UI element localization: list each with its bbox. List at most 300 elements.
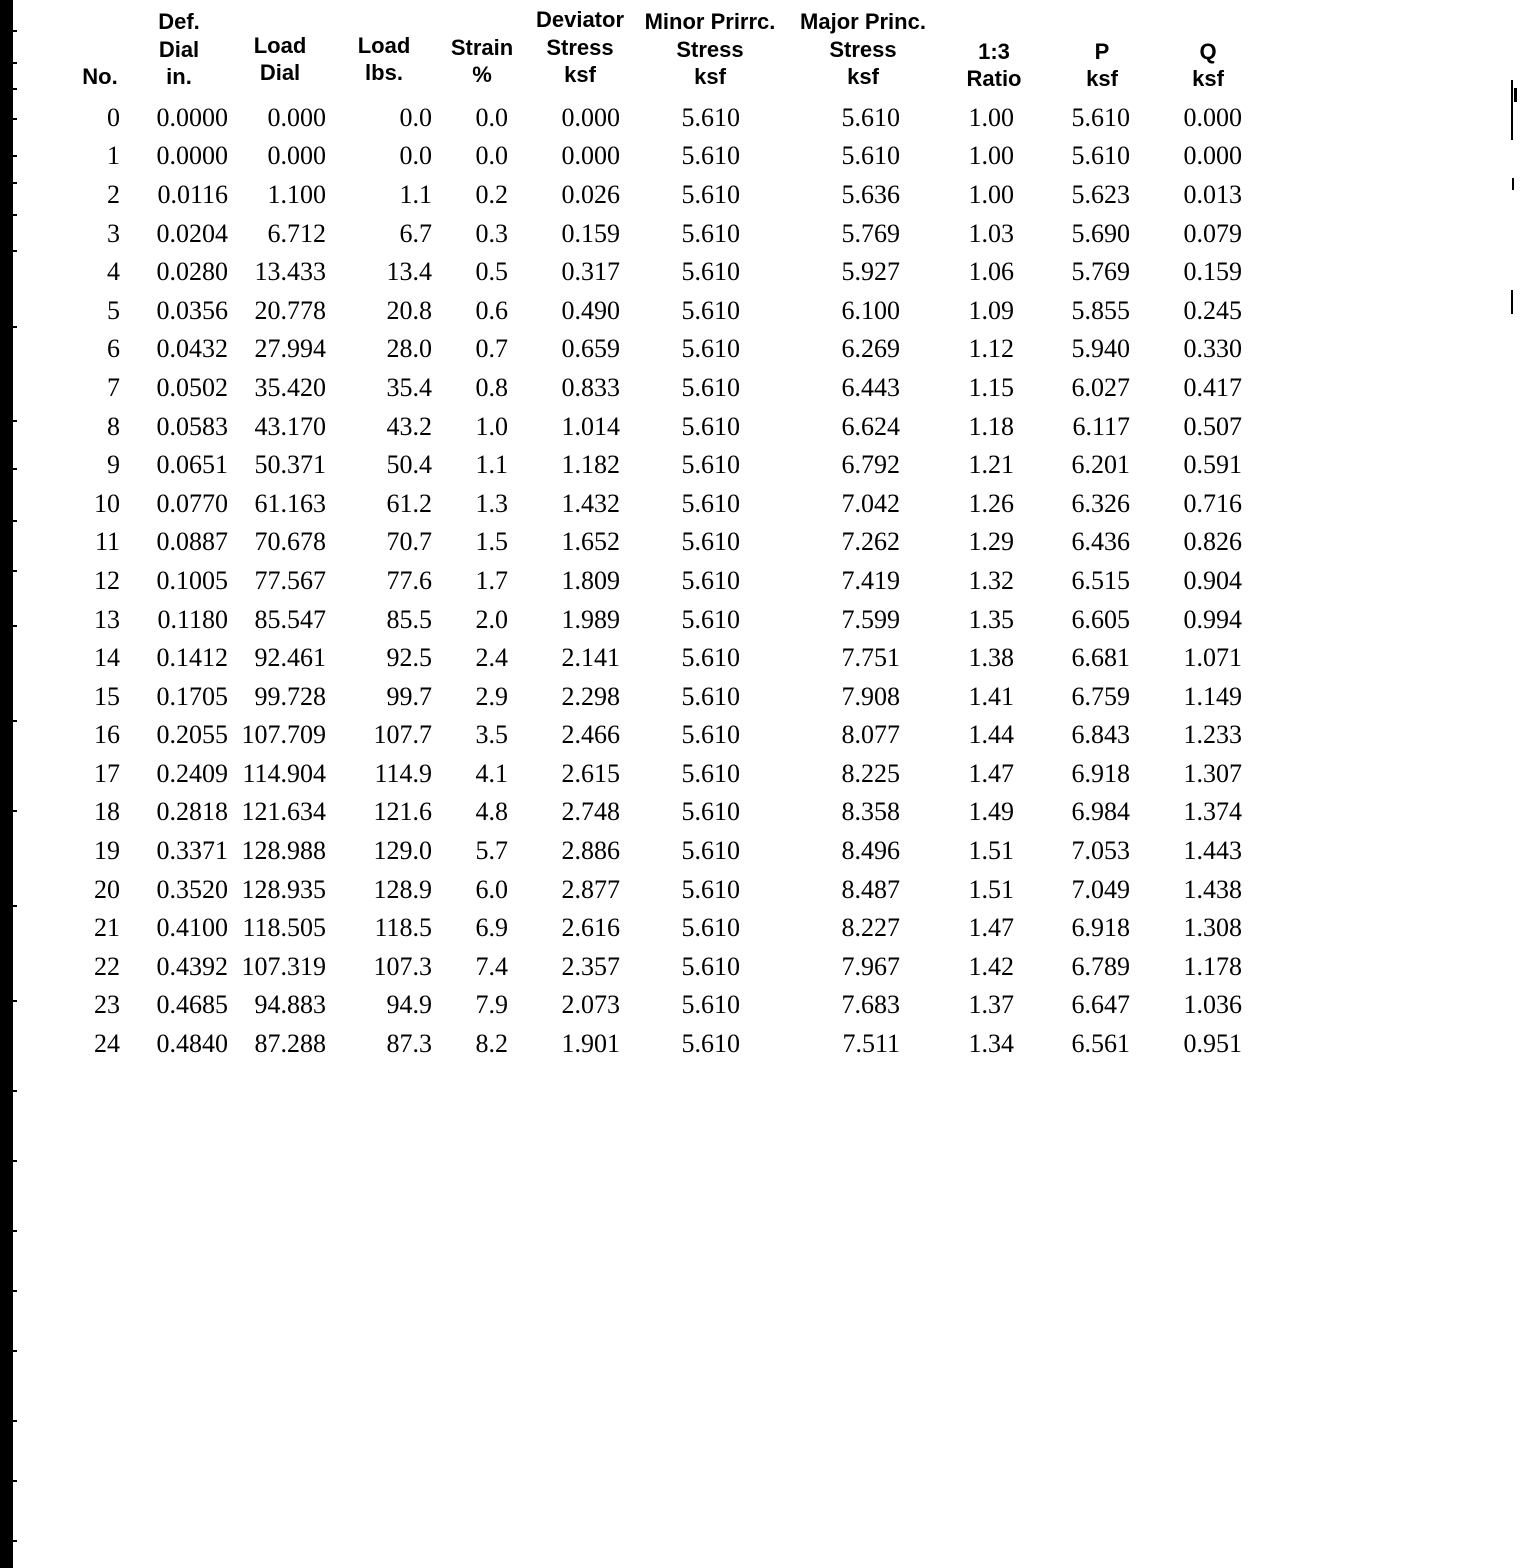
scan-edge-tick <box>13 1540 17 1542</box>
cell-no: 8 <box>107 411 120 441</box>
cell-min: 5.610 <box>681 913 740 943</box>
cell-str: 4.8 <box>475 797 508 827</box>
scan-edge-tick <box>13 1090 17 1092</box>
cell-ldial: 99.728 <box>254 681 326 711</box>
cell-str: 0.5 <box>475 257 508 287</box>
scan-edge-tick <box>13 570 17 572</box>
cell-maj: 8.227 <box>841 913 900 943</box>
scan-edge-tick <box>13 468 17 470</box>
cell-lbs: 99.7 <box>386 681 432 711</box>
cell-rat: 1.12 <box>968 334 1014 364</box>
table-row <box>70 755 1262 794</box>
cell-min: 5.610 <box>681 257 740 287</box>
cell-maj: 7.683 <box>841 990 900 1020</box>
cell-rat: 1.35 <box>968 604 1014 634</box>
cell-no: 18 <box>94 797 120 827</box>
cell-def: 0.0204 <box>156 218 228 248</box>
table-row <box>70 793 1262 832</box>
table-row <box>70 99 1262 138</box>
scan-edge-tick <box>13 420 17 422</box>
cell-q: 0.904 <box>1183 565 1242 595</box>
cell-dev: 1.182 <box>561 450 620 480</box>
scan-edge-tick <box>13 118 17 120</box>
header-deviator-stress: Deviator Stress ksf <box>535 7 625 87</box>
scan-artifact-marks <box>1508 80 1520 340</box>
cell-min: 5.610 <box>681 836 740 866</box>
cell-ldial: 85.547 <box>254 604 326 634</box>
cell-lbs: 128.9 <box>373 874 432 904</box>
cell-str: 7.9 <box>475 990 508 1020</box>
cell-rat: 1.41 <box>968 681 1014 711</box>
cell-maj: 8.487 <box>841 874 900 904</box>
cell-def: 0.2818 <box>156 797 228 827</box>
header-def-dial: Def. Dial in. <box>158 9 200 89</box>
cell-p: 6.515 <box>1071 565 1130 595</box>
cell-dev: 2.073 <box>561 990 620 1020</box>
cell-str: 6.0 <box>475 874 508 904</box>
cell-no: 21 <box>94 913 120 943</box>
cell-q: 1.036 <box>1183 990 1242 1020</box>
table-body <box>70 99 1262 1064</box>
table-row <box>70 291 1262 330</box>
cell-no: 10 <box>94 488 120 518</box>
cell-min: 5.610 <box>681 565 740 595</box>
table-row <box>70 253 1262 292</box>
cell-no: 22 <box>94 951 120 981</box>
cell-ldial: 114.904 <box>242 758 326 788</box>
cell-min: 5.610 <box>681 990 740 1020</box>
cell-def: 0.0651 <box>156 450 228 480</box>
cell-str: 2.9 <box>475 681 508 711</box>
cell-min: 5.610 <box>681 758 740 788</box>
cell-str: 3.5 <box>475 720 508 750</box>
cell-lbs: 107.7 <box>373 720 432 750</box>
cell-dev: 0.000 <box>561 141 620 171</box>
cell-p: 6.843 <box>1071 720 1130 750</box>
table-row <box>70 523 1262 562</box>
cell-def: 0.0000 <box>156 141 228 171</box>
scan-edge-tick <box>13 520 17 522</box>
cell-p: 6.326 <box>1071 488 1130 518</box>
cell-q: 0.826 <box>1183 527 1242 557</box>
cell-ldial: 94.883 <box>254 990 326 1020</box>
header-minor-principal-stress: Minor Prirrc. Stress ksf <box>644 9 776 89</box>
scan-edge-tick <box>13 810 17 812</box>
cell-dev: 1.989 <box>561 604 620 634</box>
table-row <box>70 330 1262 369</box>
cell-str: 1.0 <box>475 411 508 441</box>
cell-ldial: 61.163 <box>254 488 326 518</box>
cell-dev: 0.000 <box>561 102 620 132</box>
cell-lbs: 121.6 <box>373 797 432 827</box>
cell-def: 0.4685 <box>156 990 228 1020</box>
cell-def: 0.4100 <box>156 913 228 943</box>
cell-lbs: 61.2 <box>386 488 432 518</box>
cell-str: 1.7 <box>475 565 508 595</box>
table-row <box>70 369 1262 408</box>
cell-p: 6.918 <box>1071 913 1130 943</box>
cell-min: 5.610 <box>681 218 740 248</box>
cell-str: 0.6 <box>475 295 508 325</box>
cell-ldial: 128.988 <box>241 836 326 866</box>
cell-dev: 0.490 <box>561 295 620 325</box>
cell-maj: 7.599 <box>841 604 900 634</box>
cell-no: 7 <box>107 372 120 402</box>
table-row <box>70 176 1262 215</box>
cell-ldial: 77.567 <box>254 565 326 595</box>
table-row <box>70 600 1262 639</box>
scan-edge-tick <box>13 905 17 907</box>
cell-no: 13 <box>94 604 120 634</box>
cell-no: 2 <box>107 179 120 209</box>
header-strain: Strain % <box>450 34 514 87</box>
cell-min: 5.610 <box>681 797 740 827</box>
header-no: No. <box>82 64 118 89</box>
cell-ldial: 118.505 <box>242 913 326 943</box>
cell-min: 5.610 <box>681 488 740 518</box>
cell-def: 0.3371 <box>156 836 228 866</box>
cell-lbs: 118.5 <box>374 913 432 943</box>
cell-rat: 1.03 <box>968 218 1014 248</box>
cell-rat: 1.06 <box>968 257 1014 287</box>
cell-no: 3 <box>107 218 120 248</box>
cell-rat: 1.34 <box>968 1029 1014 1059</box>
cell-p: 6.647 <box>1071 990 1130 1020</box>
cell-lbs: 70.7 <box>386 527 432 557</box>
scan-edge-tick <box>13 720 17 722</box>
cell-maj: 7.967 <box>841 951 900 981</box>
cell-ldial: 6.712 <box>267 218 326 248</box>
cell-rat: 1.00 <box>968 179 1014 209</box>
scan-edge-tick <box>13 625 17 627</box>
cell-rat: 1.00 <box>968 102 1014 132</box>
cell-ldial: 107.709 <box>241 720 326 750</box>
cell-q: 1.374 <box>1183 797 1242 827</box>
cell-dev: 1.014 <box>561 411 620 441</box>
cell-p: 6.117 <box>1072 411 1130 441</box>
cell-q: 0.159 <box>1183 257 1242 287</box>
cell-rat: 1.51 <box>968 836 1014 866</box>
scan-edge-tick <box>13 182 17 184</box>
cell-q: 1.438 <box>1183 874 1242 904</box>
cell-str: 0.8 <box>475 372 508 402</box>
cell-maj: 7.511 <box>842 1029 900 1059</box>
table-row <box>70 484 1262 523</box>
cell-min: 5.610 <box>681 411 740 441</box>
cell-min: 5.610 <box>681 527 740 557</box>
cell-dev: 1.901 <box>561 1029 620 1059</box>
cell-rat: 1.42 <box>968 951 1014 981</box>
cell-p: 6.759 <box>1071 681 1130 711</box>
cell-min: 5.610 <box>681 372 740 402</box>
cell-dev: 2.748 <box>561 797 620 827</box>
cell-p: 6.436 <box>1071 527 1130 557</box>
cell-no: 9 <box>107 450 120 480</box>
cell-maj: 5.610 <box>841 141 900 171</box>
scan-edge-tick <box>13 1000 17 1002</box>
table-row <box>70 909 1262 948</box>
cell-def: 0.0770 <box>156 488 228 518</box>
cell-def: 0.0502 <box>156 372 228 402</box>
cell-dev: 0.159 <box>561 218 620 248</box>
cell-q: 0.000 <box>1183 141 1242 171</box>
cell-dev: 2.466 <box>561 720 620 750</box>
cell-no: 6 <box>107 334 120 364</box>
cell-maj: 5.610 <box>841 102 900 132</box>
cell-ldial: 92.461 <box>254 643 326 673</box>
cell-maj: 8.077 <box>841 720 900 750</box>
cell-no: 1 <box>107 141 120 171</box>
cell-p: 5.855 <box>1071 295 1130 325</box>
cell-rat: 1.51 <box>968 874 1014 904</box>
cell-str: 1.3 <box>475 488 508 518</box>
cell-def: 0.4392 <box>156 951 228 981</box>
scan-edge-tick <box>13 1420 17 1422</box>
scan-edge-tick <box>13 62 17 64</box>
cell-lbs: 129.0 <box>373 836 432 866</box>
cell-def: 0.0000 <box>156 102 228 132</box>
cell-lbs: 6.7 <box>399 218 432 248</box>
cell-def: 0.1005 <box>156 565 228 595</box>
cell-ldial: 0.000 <box>267 141 326 171</box>
scan-edge-tick <box>13 1160 17 1162</box>
cell-ldial: 70.678 <box>254 527 326 557</box>
header-load-lbs: Load lbs. <box>357 32 411 85</box>
cell-def: 0.1705 <box>156 681 228 711</box>
cell-rat: 1.44 <box>968 720 1014 750</box>
cell-dev: 2.616 <box>561 913 620 943</box>
cell-no: 4 <box>107 257 120 287</box>
cell-maj: 5.636 <box>841 179 900 209</box>
cell-rat: 1.49 <box>968 797 1014 827</box>
cell-rat: 1.29 <box>968 527 1014 557</box>
cell-p: 6.201 <box>1071 450 1130 480</box>
cell-def: 0.1412 <box>156 643 228 673</box>
cell-no: 24 <box>94 1029 120 1059</box>
cell-no: 0 <box>107 102 120 132</box>
cell-lbs: 94.9 <box>386 990 432 1020</box>
scan-edge-tick <box>13 1290 17 1292</box>
cell-p: 7.053 <box>1071 836 1130 866</box>
scan-edge-tick <box>13 155 17 157</box>
cell-p: 6.027 <box>1071 372 1130 402</box>
cell-str: 5.7 <box>475 836 508 866</box>
cell-ldial: 107.319 <box>241 951 326 981</box>
cell-q: 0.507 <box>1183 411 1242 441</box>
cell-ldial: 87.288 <box>254 1029 326 1059</box>
cell-q: 1.149 <box>1183 681 1242 711</box>
scan-edge-tick <box>13 88 17 90</box>
cell-str: 7.4 <box>475 951 508 981</box>
cell-dev: 0.026 <box>561 179 620 209</box>
cell-maj: 6.269 <box>841 334 900 364</box>
cell-def: 0.4840 <box>156 1029 228 1059</box>
table-row <box>70 948 1262 987</box>
cell-p: 5.690 <box>1071 218 1130 248</box>
cell-lbs: 87.3 <box>386 1029 432 1059</box>
cell-rat: 1.09 <box>968 295 1014 325</box>
table-row <box>70 214 1262 253</box>
cell-no: 15 <box>94 681 120 711</box>
cell-dev: 1.809 <box>561 565 620 595</box>
cell-no: 19 <box>94 836 120 866</box>
cell-maj: 6.100 <box>841 295 900 325</box>
scan-edge-tick <box>13 326 17 328</box>
cell-q: 1.233 <box>1183 720 1242 750</box>
table-row <box>70 407 1262 446</box>
cell-def: 0.0280 <box>156 257 228 287</box>
cell-min: 5.610 <box>681 720 740 750</box>
cell-no: 14 <box>94 643 120 673</box>
cell-str: 8.2 <box>475 1029 508 1059</box>
cell-rat: 1.15 <box>968 372 1014 402</box>
table-row <box>70 677 1262 716</box>
cell-dev: 2.615 <box>561 758 620 788</box>
cell-rat: 1.38 <box>968 643 1014 673</box>
cell-ldial: 128.935 <box>241 874 326 904</box>
cell-ldial: 121.634 <box>241 797 326 827</box>
cell-lbs: 0.0 <box>399 141 432 171</box>
cell-maj: 7.419 <box>841 565 900 595</box>
cell-p: 7.049 <box>1071 874 1130 904</box>
cell-lbs: 50.4 <box>386 450 432 480</box>
cell-lbs: 20.8 <box>386 295 432 325</box>
cell-str: 0.7 <box>475 334 508 364</box>
scan-edge-tick <box>13 214 17 216</box>
cell-maj: 7.751 <box>841 643 900 673</box>
cell-q: 1.308 <box>1183 913 1242 943</box>
cell-p: 5.610 <box>1071 102 1130 132</box>
cell-lbs: 0.0 <box>399 102 432 132</box>
cell-str: 0.3 <box>475 218 508 248</box>
cell-q: 1.071 <box>1183 643 1242 673</box>
cell-dev: 0.317 <box>561 257 620 287</box>
cell-no: 12 <box>94 565 120 595</box>
cell-lbs: 13.4 <box>386 257 432 287</box>
cell-ldial: 13.433 <box>254 257 326 287</box>
cell-rat: 1.37 <box>968 990 1014 1020</box>
cell-min: 5.610 <box>681 643 740 673</box>
cell-rat: 1.47 <box>968 758 1014 788</box>
cell-ldial: 20.778 <box>254 295 326 325</box>
cell-dev: 2.877 <box>561 874 620 904</box>
cell-rat: 1.32 <box>968 565 1014 595</box>
scan-edge-tick <box>13 30 17 32</box>
cell-ldial: 35.420 <box>254 372 326 402</box>
table-row <box>70 870 1262 909</box>
cell-no: 20 <box>94 874 120 904</box>
table-row <box>70 986 1262 1025</box>
cell-rat: 1.18 <box>968 411 1014 441</box>
header-q: Q ksf <box>1192 38 1224 91</box>
cell-min: 5.610 <box>681 604 740 634</box>
cell-min: 5.610 <box>681 951 740 981</box>
cell-lbs: 1.1 <box>399 179 432 209</box>
cell-lbs: 114.9 <box>374 758 432 788</box>
cell-min: 5.610 <box>681 334 740 364</box>
cell-min: 5.610 <box>681 450 740 480</box>
cell-ldial: 1.100 <box>267 179 326 209</box>
cell-p: 5.623 <box>1071 179 1130 209</box>
cell-dev: 2.298 <box>561 681 620 711</box>
cell-lbs: 43.2 <box>386 411 432 441</box>
cell-str: 2.4 <box>475 643 508 673</box>
cell-dev: 2.886 <box>561 836 620 866</box>
scan-edge-tick <box>13 1350 17 1352</box>
table-row <box>70 639 1262 678</box>
cell-def: 0.2055 <box>156 720 228 750</box>
table-header-row <box>70 6 1262 99</box>
cell-q: 0.951 <box>1183 1029 1242 1059</box>
cell-str: 0.2 <box>475 179 508 209</box>
cell-p: 5.610 <box>1071 141 1130 171</box>
cell-str: 2.0 <box>475 604 508 634</box>
cell-str: 0.0 <box>475 102 508 132</box>
table-row <box>70 716 1262 755</box>
table-row <box>70 562 1262 601</box>
cell-no: 11 <box>94 527 120 557</box>
cell-str: 1.5 <box>475 527 508 557</box>
cell-dev: 0.833 <box>561 372 620 402</box>
header-major-principal-stress: Major Princ. Stress ksf <box>800 9 926 89</box>
cell-def: 0.0583 <box>156 411 228 441</box>
cell-ldial: 0.000 <box>267 102 326 132</box>
cell-rat: 1.26 <box>968 488 1014 518</box>
cell-q: 0.000 <box>1183 102 1242 132</box>
cell-min: 5.610 <box>681 874 740 904</box>
scan-left-border <box>0 0 13 1568</box>
cell-maj: 7.042 <box>841 488 900 518</box>
cell-rat: 1.47 <box>968 913 1014 943</box>
header-ratio: 1:3 Ratio <box>966 38 1022 91</box>
cell-q: 0.245 <box>1183 295 1242 325</box>
cell-maj: 5.927 <box>841 257 900 287</box>
cell-def: 0.0356 <box>156 295 228 325</box>
cell-def: 0.0887 <box>156 527 228 557</box>
scan-edge-tick <box>13 1230 17 1232</box>
cell-p: 6.605 <box>1071 604 1130 634</box>
cell-def: 0.0116 <box>157 179 228 209</box>
scan-edge-tick <box>13 1480 17 1482</box>
cell-p: 6.561 <box>1071 1029 1130 1059</box>
cell-lbs: 85.5 <box>386 604 432 634</box>
cell-str: 0.0 <box>475 141 508 171</box>
cell-q: 0.716 <box>1183 488 1242 518</box>
table-row <box>70 137 1262 176</box>
table-row <box>70 832 1262 871</box>
cell-q: 0.994 <box>1183 604 1242 634</box>
cell-maj: 8.358 <box>841 797 900 827</box>
cell-dev: 0.659 <box>561 334 620 364</box>
cell-q: 0.079 <box>1183 218 1242 248</box>
cell-q: 0.330 <box>1183 334 1242 364</box>
cell-no: 16 <box>94 720 120 750</box>
cell-dev: 2.357 <box>561 951 620 981</box>
cell-rat: 1.00 <box>968 141 1014 171</box>
cell-min: 5.610 <box>681 179 740 209</box>
cell-rat: 1.21 <box>968 450 1014 480</box>
cell-min: 5.610 <box>681 295 740 325</box>
table-row <box>70 1025 1262 1064</box>
scan-edge-tick <box>13 250 17 252</box>
cell-q: 0.013 <box>1183 179 1242 209</box>
cell-min: 5.610 <box>681 1029 740 1059</box>
cell-p: 5.940 <box>1071 334 1130 364</box>
cell-maj: 8.225 <box>841 758 900 788</box>
cell-q: 1.178 <box>1183 951 1242 981</box>
cell-min: 5.610 <box>681 681 740 711</box>
cell-def: 0.3520 <box>156 874 228 904</box>
